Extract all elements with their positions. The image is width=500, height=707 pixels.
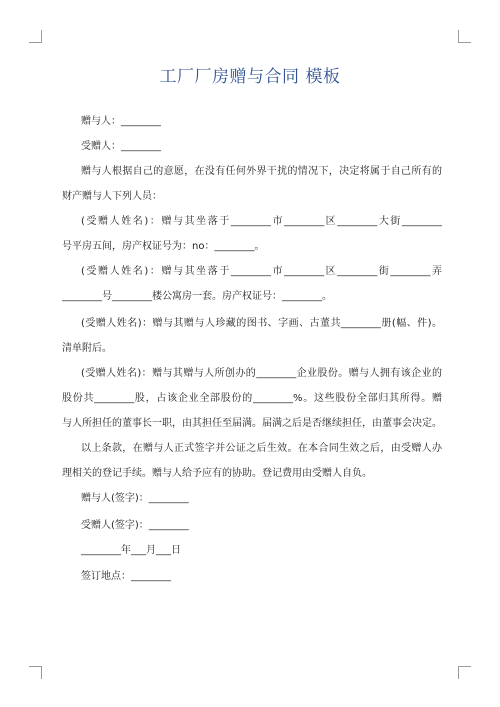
- page-corner-mark-bottom-left: [29, 666, 42, 679]
- donor-line: 赠与人：________: [81, 116, 161, 127]
- donee-signature-line: 受赠人(签字)：________: [81, 520, 189, 531]
- clause-apartment-line-1: (受赠人姓名)：赠与其坐落于________市________区________街________弄: [81, 266, 442, 277]
- clause-collection-line-2: 清单附后。: [62, 343, 112, 354]
- donor-signature-line: 赠与人(签字)：________: [81, 493, 189, 504]
- intro-paragraph-line-2: 财产赠与人下列人员：: [62, 191, 162, 202]
- clause-shares-line-1: (受赠人姓名)：赠与其赠与人所创办的________企业股份。赠与人拥有该企业的: [81, 368, 442, 379]
- donee-line: 受赠人：________: [81, 141, 161, 152]
- clause-shares-line-2: 股份共________股，占该企业全部股份的________%。这些股份全部归其所得。赠: [62, 393, 442, 404]
- date-line: ________年___月___日: [81, 545, 181, 556]
- page-corner-mark-top-right: [458, 30, 471, 43]
- intro-paragraph-line-1: 赠与人根据自己的意愿，在没有任何外界干扰的情况下，决定将属于自己所有的: [81, 166, 442, 177]
- clause-collection-line-1: (受赠人姓名)：赠与其赠与人珍藏的图书、字画、古董共________册(幅、件)。: [81, 318, 442, 329]
- clause-apartment-line-2: ________号________楼公寓房一套。房产权证号：________。: [62, 291, 332, 302]
- page-corner-mark-top-left: [29, 30, 42, 43]
- effect-paragraph-line-1: 以上条款，在赠与人正式签字并公证之后生效。在本合同生效之后，由受赠人办: [81, 443, 442, 454]
- document-title: 工厂厂房赠与合同 模板: [159, 67, 341, 87]
- clause-bungalow-line-2: 号平房五间，房产权证号为：no：________。: [62, 241, 265, 252]
- page-corner-mark-bottom-right: [458, 666, 471, 679]
- effect-paragraph-line-2: 理相关的登记手续。赠与人给予应有的协助。登记费用由受赠人自负。: [62, 468, 372, 479]
- clause-bungalow-line-1: (受赠人姓名)：赠与其坐落于________市________区________大街________: [81, 216, 442, 227]
- signing-place-line: 签订地点：________: [81, 571, 171, 582]
- clause-shares-line-3: 与人所担任的董事长一职，由其担任至届满。届满之后是否继续担任，由董事会决定。: [62, 418, 442, 429]
